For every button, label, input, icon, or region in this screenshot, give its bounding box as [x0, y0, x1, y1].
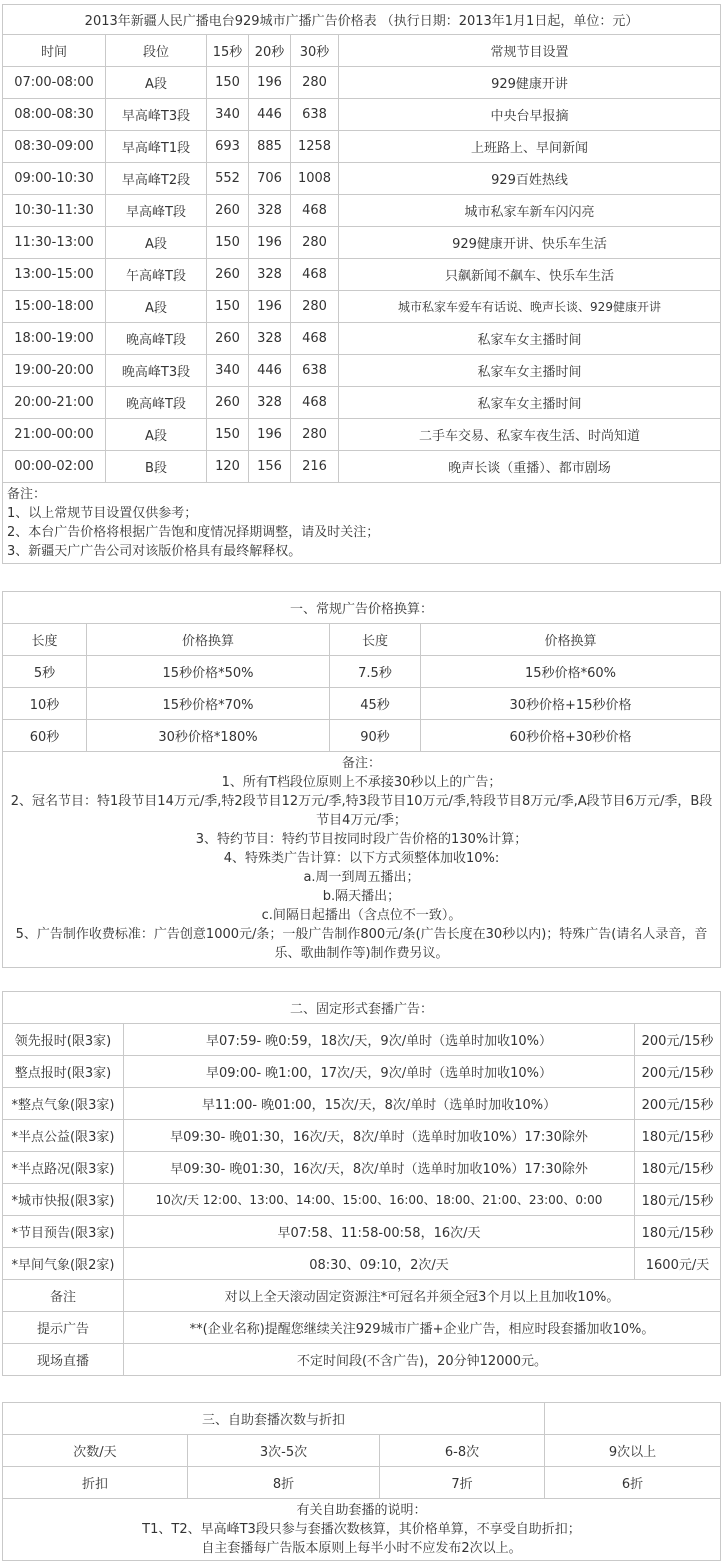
cell-30s: 468: [291, 195, 339, 227]
cell-segment: A段: [106, 419, 207, 451]
cell-conversion: 15秒价格*70%: [87, 688, 330, 720]
cell-segment: 早高峰T3段: [106, 99, 207, 131]
table-row: [3, 323, 721, 355]
cell-30s: 468: [291, 323, 339, 355]
cell-15s: 150: [207, 419, 249, 451]
table-row: [3, 1280, 721, 1312]
price-table-title: 2013年新疆人民广播电台929城市广播广告价格表 （执行日期：2013年1月1日起，单位：元）: [3, 5, 721, 35]
cell-20s: 446: [249, 99, 291, 131]
cell-price: 180元/15秒: [635, 1216, 721, 1248]
cell-time: 08:00-08:30: [3, 99, 106, 131]
cell-30s: 280: [291, 419, 339, 451]
cell-program: 私家车女主播时间: [339, 323, 721, 355]
header-frequency: 次数/天: [3, 1435, 188, 1467]
note-line: 1、以上常规节目设置仅供参考；: [7, 506, 198, 521]
cell-package-name: *半点公益(限3家): [3, 1120, 124, 1152]
cell-15s: 120: [207, 451, 249, 483]
table-row: [3, 1120, 721, 1152]
cell-discount: 7折: [380, 1467, 545, 1499]
cell-20s: 328: [249, 387, 291, 419]
note-line: T1、T2、早高峰T3段只参与套播次数核算，其价格单算，不享受自助折扣；: [142, 1522, 581, 1537]
cell-30s: 280: [291, 227, 339, 259]
cell-segment: 早高峰T段: [106, 195, 207, 227]
cell-20s: 196: [249, 227, 291, 259]
cell-price: 200元/15秒: [635, 1056, 721, 1088]
header-conversion: 价格换算: [87, 624, 330, 656]
cell-time: 10:30-11:30: [3, 195, 106, 227]
cell-15s: 340: [207, 355, 249, 387]
table-row: [3, 688, 721, 720]
cell-schedule: 早09:30- 晚01:30，16次/天，8次/单时（选单时加收10%）17:30除外: [124, 1152, 635, 1184]
cell-30s: 1258: [291, 131, 339, 163]
notes-heading: 备注：: [341, 756, 381, 771]
note-line: b.隔天播出；: [322, 889, 401, 904]
cell-discount-label: 折扣: [3, 1467, 188, 1499]
cell-segment: 晚高峰T3段: [106, 355, 207, 387]
table-row: [3, 720, 721, 752]
table-row: [3, 355, 721, 387]
cell-package-name: 整点报时(限3家): [3, 1056, 124, 1088]
table-row: [3, 291, 721, 323]
cell-program: 私家车女主播时间: [339, 355, 721, 387]
note-line: a.周一到周五播出；: [303, 870, 420, 885]
cell-conversion: 15秒价格*50%: [87, 656, 330, 688]
cell-20s: 328: [249, 195, 291, 227]
table-row: [3, 656, 721, 688]
table-row: [3, 1248, 721, 1280]
table-row: [3, 195, 721, 227]
cell-15s: 552: [207, 163, 249, 195]
table-row: [3, 1152, 721, 1184]
table-row: [3, 1216, 721, 1248]
header-segment: 段位: [106, 35, 207, 67]
self-service-title: 三、自助套播次数与折扣: [3, 1403, 545, 1435]
cell-time: 09:00-10:30: [3, 163, 106, 195]
cell-conversion: 30秒价格*180%: [87, 720, 330, 752]
cell-program: 私家车女主播时间: [339, 387, 721, 419]
cell-row-text: 不定时间段(不含广告)，20分钟12000元。: [124, 1344, 721, 1376]
header-conversion: 价格换算: [421, 624, 721, 656]
cell-program: 929百姓热线: [339, 163, 721, 195]
cell-segment: B段: [106, 451, 207, 483]
notes-block: [3, 483, 721, 564]
cell-segment: 早高峰T1段: [106, 131, 207, 163]
cell-segment: A段: [106, 227, 207, 259]
cell-segment: 午高峰T段: [106, 259, 207, 291]
cell-15s: 150: [207, 67, 249, 99]
cell-30s: 468: [291, 387, 339, 419]
note-line: 2、本台广告价格将根据广告饱和度情况择期调整，请及时关注；: [7, 525, 380, 540]
cell-15s: 150: [207, 227, 249, 259]
cell-program: 中央台早报摘: [339, 99, 721, 131]
table-row: [3, 1024, 721, 1056]
notes-heading: 备注：: [7, 487, 47, 502]
cell-15s: 693: [207, 131, 249, 163]
cell-length: 60秒: [3, 720, 87, 752]
table-row: [3, 1056, 721, 1088]
cell-time: 20:00-21:00: [3, 387, 106, 419]
cell-price: 1600元/天: [635, 1248, 721, 1280]
header-20s: 20秒: [249, 35, 291, 67]
header-30s: 30秒: [291, 35, 339, 67]
table-row: [3, 163, 721, 195]
cell-schedule: 10次/天 12:00、13:00、14:00、15:00、16:00、18:00、21:00、23:00、0:00: [124, 1184, 635, 1216]
note-line: 5、广告制作收费标准：广告创意1000元/条；一般广告制作800元/条(广告长度在30秒以内)；特殊广告(请名人录音，音乐、歌曲制作等)制作费另议。: [15, 927, 708, 961]
cell-conversion: 15秒价格*60%: [421, 656, 721, 688]
note-line: 3、新疆天广广告公司对该版价格具有最终解释权。: [7, 544, 302, 559]
cell-length: 90秒: [330, 720, 421, 752]
header-time: 时间: [3, 35, 106, 67]
fixed-package-table: [2, 991, 721, 1376]
notes-block: [3, 752, 721, 968]
cell-time: 15:00-18:00: [3, 291, 106, 323]
header-range: 6-8次: [380, 1435, 545, 1467]
cell-schedule: 早09:00- 晚1:00，17次/天，9次/单时（选单时加收10%）: [124, 1056, 635, 1088]
cell-time: 19:00-20:00: [3, 355, 106, 387]
note-line: 2、冠名节目：特1段节目14万元/季,特2段节目12万元/季,特3段节目10万元/季,特段节目8万元/季,A段节目6万元/季，B段节目4万元/季；: [10, 794, 713, 828]
cell-row-label: 提示广告: [3, 1312, 124, 1344]
table-row: [3, 99, 721, 131]
cell-segment: A段: [106, 291, 207, 323]
cell-segment: A段: [106, 67, 207, 99]
cell-row-label: 现场直播: [3, 1344, 124, 1376]
fixed-package-title: 二、固定形式套播广告：: [3, 992, 721, 1024]
cell-conversion: 30秒价格+15秒价格: [421, 688, 721, 720]
cell-price: 180元/15秒: [635, 1120, 721, 1152]
cell-program: 929健康开讲、快乐车生活: [339, 227, 721, 259]
table-row: [3, 419, 721, 451]
note-line: 3、特约节目：特约节目按同时段广告价格的130%计算；: [195, 832, 528, 847]
cell-schedule: 早07:59- 晚0:59，18次/天，9次/单时（选单时加收10%）: [124, 1024, 635, 1056]
cell-30s: 280: [291, 291, 339, 323]
cell-program: 上班路上、早间新闻: [339, 131, 721, 163]
table-row: [3, 1184, 721, 1216]
table-row: [3, 451, 721, 483]
cell-package-name: 领先报时(限3家): [3, 1024, 124, 1056]
cell-package-name: *节目预告(限3家): [3, 1216, 124, 1248]
header-15s: 15秒: [207, 35, 249, 67]
cell-program: 晚声长谈（重播）、都市剧场: [339, 451, 721, 483]
cell-15s: 260: [207, 259, 249, 291]
cell-30s: 216: [291, 451, 339, 483]
header-range: 9次以上: [545, 1435, 721, 1467]
self-service-table: [2, 1402, 721, 1561]
table-row: [3, 67, 721, 99]
cell-package-name: *早间气象(限2家): [3, 1248, 124, 1280]
cell-30s: 638: [291, 99, 339, 131]
cell-row-text: 对以上全天滚动固定资源注*可冠名并须全冠3个月以上且加收10%。: [124, 1280, 721, 1312]
cell-15s: 340: [207, 99, 249, 131]
cell-package-name: *半点路况(限3家): [3, 1152, 124, 1184]
cell-30s: 468: [291, 259, 339, 291]
cell-20s: 706: [249, 163, 291, 195]
cell-20s: 328: [249, 323, 291, 355]
cell-20s: 885: [249, 131, 291, 163]
cell-15s: 260: [207, 323, 249, 355]
cell-time: 08:30-09:00: [3, 131, 106, 163]
empty-cell: [545, 1403, 721, 1435]
notes-heading: 有关自助套播的说明：: [296, 1503, 427, 1518]
cell-price: 180元/15秒: [635, 1184, 721, 1216]
conversion-table-title: 一、常规广告价格换算：: [3, 592, 721, 624]
cell-schedule: 早11:00- 晚01:00，15次/天，8次/单时（选单时加收10%）: [124, 1088, 635, 1120]
cell-package-name: *整点气象(限3家): [3, 1088, 124, 1120]
cell-20s: 446: [249, 355, 291, 387]
cell-program: 二手车交易、私家车夜生活、时尚知道: [339, 419, 721, 451]
cell-30s: 638: [291, 355, 339, 387]
notes-block: [3, 1499, 721, 1561]
note-line: 1、所有T档段位原则上不承接30秒以上的广告；: [221, 775, 502, 790]
table-row: [3, 259, 721, 291]
note-line: c.间隔日起播出（含点位不一致）。: [261, 908, 462, 923]
cell-30s: 1008: [291, 163, 339, 195]
cell-time: 00:00-02:00: [3, 451, 106, 483]
cell-time: 21:00-00:00: [3, 419, 106, 451]
header-length: 长度: [3, 624, 87, 656]
cell-segment: 早高峰T2段: [106, 163, 207, 195]
cell-20s: 156: [249, 451, 291, 483]
cell-length: 7.5秒: [330, 656, 421, 688]
table-header-row: [3, 35, 721, 67]
table-row: [3, 227, 721, 259]
cell-segment: 晚高峰T段: [106, 323, 207, 355]
table-row: [3, 387, 721, 419]
cell-30s: 280: [291, 67, 339, 99]
cell-discount: 8折: [188, 1467, 380, 1499]
table-row: [3, 1467, 721, 1499]
cell-row-text: **(企业名称)提醒您继续关注929城市广播+企业广告，相应时段套播加收10%。: [124, 1312, 721, 1344]
table-header-row: [3, 1435, 721, 1467]
cell-price: 200元/15秒: [635, 1024, 721, 1056]
cell-schedule: 早09:30- 晚01:30，16次/天，8次/单时（选单时加收10%）17:30除外: [124, 1120, 635, 1152]
cell-20s: 196: [249, 419, 291, 451]
table-row: [3, 1088, 721, 1120]
cell-price: 200元/15秒: [635, 1088, 721, 1120]
cell-20s: 196: [249, 67, 291, 99]
cell-length: 45秒: [330, 688, 421, 720]
cell-row-label: 备注: [3, 1280, 124, 1312]
cell-package-name: *城市快报(限3家): [3, 1184, 124, 1216]
table-header-row: [3, 624, 721, 656]
table-row: [3, 1312, 721, 1344]
cell-20s: 328: [249, 259, 291, 291]
cell-program: 城市私家车新车闪闪亮: [339, 195, 721, 227]
cell-program: 929健康开讲: [339, 67, 721, 99]
price-table: [2, 4, 721, 564]
cell-length: 10秒: [3, 688, 87, 720]
cell-schedule: 早07:58、11:58-00:58，16次/天: [124, 1216, 635, 1248]
cell-20s: 196: [249, 291, 291, 323]
note-line: 4、特殊类广告计算：以下方式须整体加收10%:: [223, 851, 500, 866]
cell-discount: 6折: [545, 1467, 721, 1499]
cell-conversion: 60秒价格+30秒价格: [421, 720, 721, 752]
cell-15s: 260: [207, 195, 249, 227]
cell-time: 18:00-19:00: [3, 323, 106, 355]
cell-time: 11:30-13:00: [3, 227, 106, 259]
cell-segment: 晚高峰T段: [106, 387, 207, 419]
cell-schedule: 08:30、09:10，2次/天: [124, 1248, 635, 1280]
cell-price: 180元/15秒: [635, 1152, 721, 1184]
table-row: [3, 1344, 721, 1376]
cell-15s: 150: [207, 291, 249, 323]
header-length: 长度: [330, 624, 421, 656]
cell-time: 07:00-08:00: [3, 67, 106, 99]
cell-length: 5秒: [3, 656, 87, 688]
cell-program: 只飙新闻不飙车、快乐车生活: [339, 259, 721, 291]
header-program: 常规节目设置: [339, 35, 721, 67]
header-range: 3次-5次: [188, 1435, 380, 1467]
conversion-table: [2, 591, 721, 968]
cell-15s: 260: [207, 387, 249, 419]
cell-time: 13:00-15:00: [3, 259, 106, 291]
table-row: [3, 131, 721, 163]
cell-program: 城市私家车爱车有话说、晚声长谈、929健康开讲: [339, 291, 721, 323]
note-line: 自主套播每广告版本原则上每半小时不应发布2次以上。: [201, 1541, 522, 1556]
